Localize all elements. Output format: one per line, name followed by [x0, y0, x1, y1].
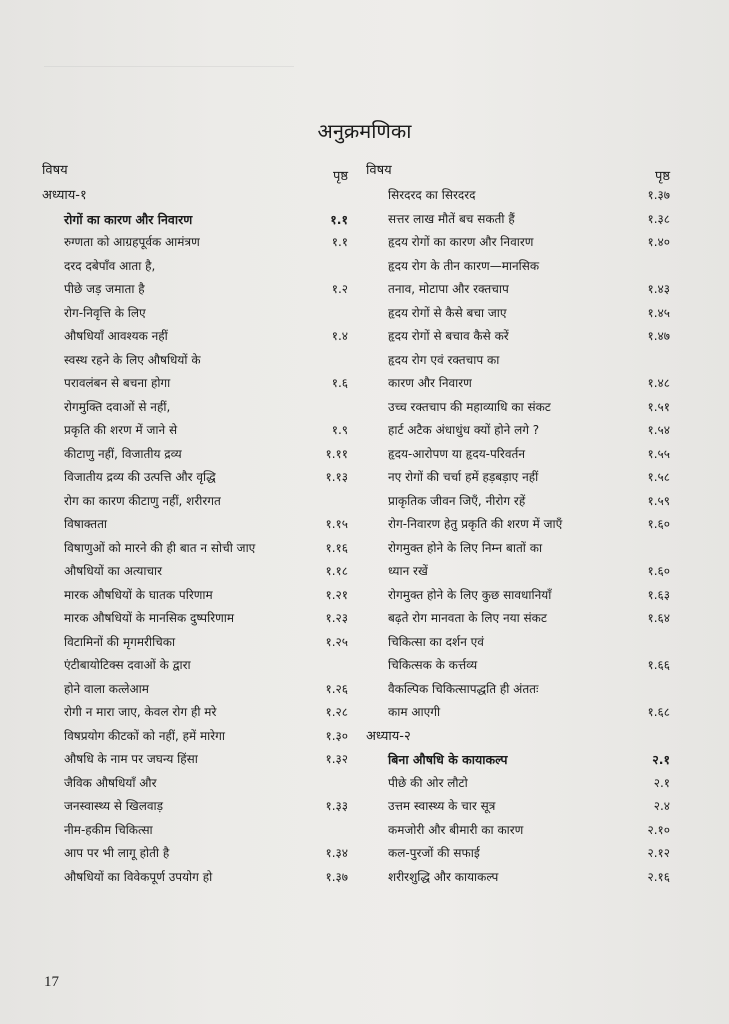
entry-title: होने वाला कत्लेआम — [64, 681, 149, 696]
toc-right-header — [366, 160, 670, 184]
entry-title: हृदय-आरोपण या हृदय-परिवर्तन — [388, 446, 525, 461]
entry-page: १.१८ — [325, 564, 348, 578]
entry-page: १.१३ — [325, 470, 348, 484]
entry-page: २.१ — [652, 752, 670, 767]
entry-page: २.१२ — [647, 846, 670, 860]
toc-entry — [366, 607, 670, 631]
entry-page: १.४७ — [647, 329, 670, 343]
entry-page: १.५१ — [647, 399, 670, 414]
entry-title: मारक औषधियों के मानसिक दुष्परिणाम — [64, 611, 235, 625]
toc-entry — [366, 701, 670, 725]
entry-title: कीटाणु नहीं, विजातीय द्रव्य — [64, 446, 182, 461]
entry-title: हृदय रोग के तीन कारण—मानसिक — [388, 258, 540, 273]
entry-title: अध्याय-१ — [42, 188, 87, 203]
entry-title: नीम-हकीम चिकित्सा — [64, 822, 153, 837]
toc-entry — [366, 654, 670, 678]
toc-entry — [42, 560, 348, 584]
toc-entry — [42, 419, 348, 443]
entry-page: १.३२ — [325, 752, 348, 766]
entry-title: विटामिनों की मृगमरीचिका — [64, 634, 176, 649]
entry-page: १.२१ — [325, 587, 348, 602]
toc-entry — [42, 795, 348, 819]
chapter-heading — [42, 184, 348, 208]
entry-page: १.१ — [330, 211, 348, 227]
chapter-heading — [366, 725, 670, 749]
entry-page: १.६० — [647, 517, 670, 531]
entry-title: आप पर भी लागू होती है — [64, 846, 170, 860]
toc-entry — [42, 396, 348, 420]
entry-title: नए रोगों की चर्चा हमें हड़बड़ाए नहीं — [388, 470, 539, 484]
entry-page: १.१ — [331, 235, 348, 249]
toc-entry — [42, 255, 348, 279]
entry-page: १.३० — [325, 728, 348, 743]
entry-title: हृदय रोगों से कैसे बचा जाए — [388, 305, 507, 320]
entry-title: शरीरशुद्धि और कायाकल्प — [388, 869, 499, 884]
entry-title: रोग का कारण कीटाणु नहीं, शरीरगत — [64, 493, 221, 508]
subject-header: विषय — [42, 163, 68, 178]
toc-entry — [42, 607, 348, 631]
entry-page: १.५८ — [647, 470, 670, 484]
toc-left-list — [42, 184, 348, 889]
entry-title: बिना औषधि के कायाकल्प — [388, 752, 508, 767]
toc-entry — [42, 819, 348, 843]
toc-entry — [366, 325, 670, 349]
toc-entry — [366, 490, 670, 514]
toc-entry — [366, 231, 670, 255]
page-header: पृष्ठ — [332, 169, 348, 184]
toc-entry — [42, 443, 348, 467]
toc-entry — [42, 654, 348, 678]
entry-title: अध्याय-२ — [366, 728, 411, 744]
toc-left-column — [42, 160, 348, 889]
entry-title: परावलंबन से बचना होगा — [64, 376, 171, 390]
entry-page: १.२ — [331, 282, 348, 296]
entry-page: १.६६ — [647, 658, 670, 672]
toc-entry — [366, 466, 670, 490]
toc-entry — [42, 678, 348, 702]
toc-entry — [42, 349, 348, 373]
toc-entry — [366, 208, 670, 232]
entry-title: जैविक औषधियाँ और — [64, 775, 157, 790]
toc-entry — [366, 748, 670, 772]
entry-title: हृदय रोगों का कारण और निवारण — [388, 235, 534, 249]
entry-page: १.४५ — [647, 305, 670, 320]
toc-entry — [42, 278, 348, 302]
entry-page: १.९ — [331, 423, 348, 437]
toc-entry — [366, 866, 670, 890]
entry-page: १.६० — [647, 564, 670, 578]
entry-page: १.६३ — [647, 587, 670, 602]
page-number: 17 — [44, 974, 59, 990]
entry-page: १.३७ — [325, 869, 348, 884]
entry-page: १.१५ — [325, 517, 348, 531]
toc-entry — [366, 419, 670, 443]
entry-title: सत्तर लाख मौतें बच सकती हैं — [388, 211, 515, 226]
toc-right-list — [366, 184, 670, 889]
entry-page: १.५९ — [647, 493, 670, 508]
entry-title: मारक औषधियों के घातक परिणाम — [64, 587, 213, 602]
entry-page: १.११ — [325, 446, 348, 461]
toc-entry — [366, 184, 670, 208]
toc-entry — [366, 631, 670, 655]
entry-title: प्राकृतिक जीवन जिएँ, नीरोग रहें — [388, 493, 526, 508]
entry-page: १.४ — [331, 329, 348, 343]
entry-title: रोग-निवारण हेतु प्रकृति की शरण में जाएँ — [388, 517, 563, 531]
entry-title: औषधियाँ आवश्यक नहीं — [64, 329, 168, 343]
toc-entry — [366, 255, 670, 279]
toc-entry — [42, 725, 348, 749]
toc-entry — [42, 772, 348, 796]
entry-title: औषधियों का अत्याचार — [64, 564, 163, 578]
entry-title: स्वस्थ रहने के लिए औषधियों के — [64, 352, 201, 367]
entry-title: हार्ट अटैक अंधाधुंध क्यों होने लगे ? — [388, 423, 540, 437]
entry-title: सिरदरद का सिरदरद — [388, 188, 476, 202]
toc-entry — [366, 443, 670, 467]
toc-entry — [42, 866, 348, 890]
toc-right-column — [366, 160, 670, 889]
toc-entry — [366, 513, 670, 537]
toc-entry — [366, 537, 670, 561]
entry-title: कारण और निवारण — [388, 376, 472, 390]
entry-title: रोगमुक्त होने के लिए कुछ सावधानियाँ — [388, 587, 552, 602]
entry-page: १.५४ — [647, 423, 670, 437]
toc-entry — [366, 278, 670, 302]
entry-page: १.५५ — [647, 446, 670, 461]
entry-title: हृदय रोग एवं रक्तचाप का — [388, 352, 500, 367]
toc-entry — [366, 819, 670, 843]
entry-page: १.६८ — [647, 705, 670, 719]
entry-title: रोगी न मारा जाए, केवल रोग ही मरे — [64, 705, 217, 719]
entry-title: दरद दबेपाँव आता है, — [64, 258, 156, 273]
toc-entry — [42, 701, 348, 725]
entry-title: रोग-निवृत्ति के लिए — [64, 305, 146, 320]
entry-page: १.३४ — [325, 846, 348, 860]
entry-page: १.२६ — [325, 681, 348, 696]
toc-entry — [366, 302, 670, 326]
toc-entry — [366, 678, 670, 702]
entry-title: चिकित्सा का दर्शन एवं — [388, 634, 484, 649]
entry-title: विजातीय द्रव्य की उत्पत्ति और वृद्धि — [64, 470, 216, 484]
entry-page: १.२३ — [325, 611, 348, 625]
entry-page: १.१६ — [325, 540, 348, 555]
toc-left-header — [42, 160, 348, 184]
toc-entry — [366, 372, 670, 396]
entry-page: १.४० — [647, 235, 670, 249]
entry-title: काम आएगी — [388, 705, 441, 719]
toc-entry — [366, 396, 670, 420]
toc-entry — [42, 842, 348, 866]
toc-entry — [366, 772, 670, 796]
entry-title: उच्च रक्तचाप की महाव्याधि का संकट — [388, 399, 551, 414]
toc-entry — [42, 537, 348, 561]
entry-title: जनस्वास्थ्य से खिलवाड़ — [64, 799, 164, 813]
toc-entry — [366, 560, 670, 584]
entry-title: रोगमुक्ति दवाओं से नहीं, — [64, 399, 171, 414]
entry-title: रुग्णता को आग्रहपूर्वक आमंत्रण — [64, 235, 200, 249]
entry-title: पीछे जड़ जमाता है — [64, 282, 145, 296]
toc-entry — [42, 372, 348, 396]
entry-page: १.६ — [331, 376, 348, 390]
entry-page: २.१६ — [647, 869, 670, 884]
toc-entry — [366, 584, 670, 608]
entry-page: २.१० — [647, 822, 670, 837]
toc-entry — [42, 466, 348, 490]
entry-title: औषधि के नाम पर जघन्य हिंसा — [64, 752, 198, 766]
entry-title: हृदय रोगों से बचाव कैसे करें — [388, 329, 509, 343]
entry-title: कल-पुरजों की सफाई — [388, 846, 480, 860]
entry-title: एंटीबायोटिक्स दवाओं के द्वारा — [64, 658, 191, 672]
entry-title: उत्तम स्वास्थ्य के चार सूत्र — [388, 799, 496, 813]
entry-title: बढ़ते रोग मानवता के लिए नया संकट — [388, 611, 547, 625]
entry-page: २.१ — [653, 775, 670, 790]
toc-entry — [42, 231, 348, 255]
toc-entry — [42, 208, 348, 232]
entry-page: १.२५ — [325, 634, 348, 649]
toc-entry — [366, 795, 670, 819]
entry-title: तनाव, मोटापा और रक्तचाप — [388, 282, 509, 296]
entry-title: ध्यान रखें — [388, 564, 428, 578]
entry-page: १.२८ — [325, 705, 348, 719]
entry-title: वैकल्पिक चिकित्सापद्धति ही अंततः — [388, 681, 539, 696]
entry-page: १.३८ — [647, 211, 670, 226]
entry-title: औषधियों का विवेकपूर्ण उपयोग हो — [64, 869, 213, 884]
entry-page: १.४८ — [647, 376, 670, 390]
entry-title: रोगमुक्त होने के लिए निम्न बातों का — [388, 540, 543, 555]
toc-entry — [366, 842, 670, 866]
entry-title: विषाणुओं को मारने की ही बात न सोची जाए — [64, 540, 256, 555]
entry-title: कमजोरी और बीमारी का कारण — [388, 822, 524, 837]
page-title: अनुक्रमणिका — [317, 119, 412, 143]
page-header: पृष्ठ — [654, 169, 670, 184]
entry-title: रोगों का कारण और निवारण — [64, 211, 193, 227]
toc-entry — [42, 302, 348, 326]
entry-page: १.३७ — [647, 188, 670, 202]
entry-page: १.४३ — [647, 282, 670, 296]
toc-entry — [366, 349, 670, 373]
entry-title: विषाक्तता — [64, 517, 108, 531]
entry-title: चिकित्सक के कर्त्तव्य — [388, 658, 478, 672]
entry-page: १.३३ — [325, 799, 348, 813]
entry-title: विषप्रयोग कीटकों को नहीं, हमें मारेगा — [64, 728, 226, 743]
toc-entry — [42, 631, 348, 655]
entry-title: प्रकृति की शरण में जाने से — [64, 423, 178, 437]
toc-entry — [42, 490, 348, 514]
toc-entry — [42, 513, 348, 537]
entry-title: पीछे की ओर लौटो — [388, 775, 468, 790]
toc-entry — [42, 325, 348, 349]
toc-entry — [42, 584, 348, 608]
entry-page: २.४ — [653, 799, 670, 813]
show-through-texture — [44, 66, 294, 97]
toc-entry — [42, 748, 348, 772]
subject-header: विषय — [366, 163, 392, 178]
entry-page: १.६४ — [647, 611, 670, 625]
